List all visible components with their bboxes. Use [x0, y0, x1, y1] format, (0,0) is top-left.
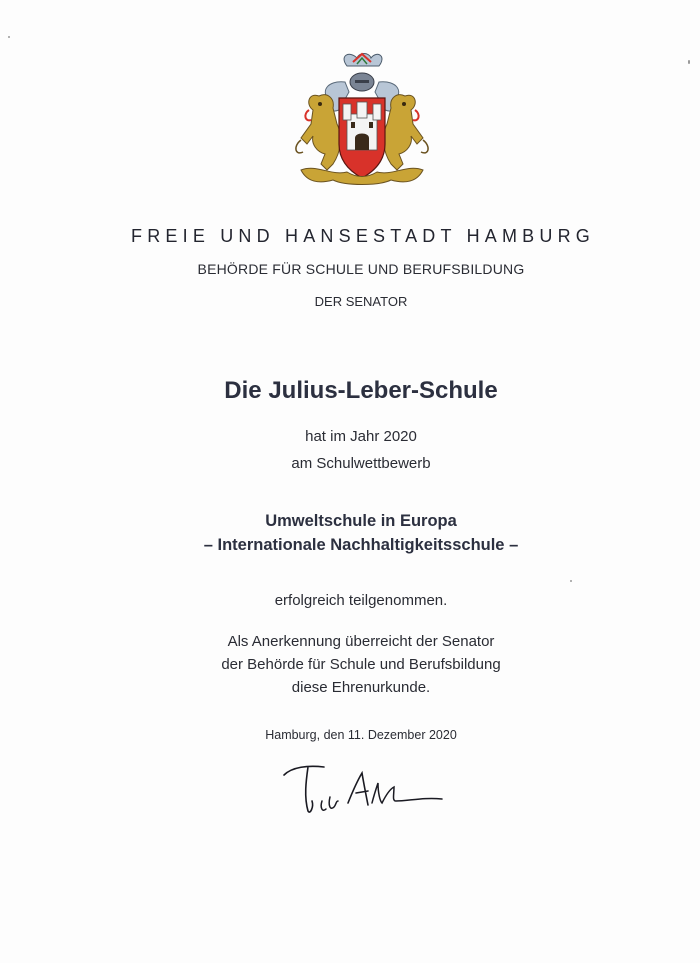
competition-title: Umweltschule in Europa — [265, 512, 457, 530]
scan-speck — [688, 60, 690, 64]
crest-feathers — [344, 54, 382, 67]
recognition-line-1: Als Anerkennung überreicht der Senator — [227, 633, 495, 650]
coat-of-arms-icon — [287, 52, 437, 192]
contest-line: am Schulwettbewerb — [291, 455, 431, 472]
recognition-line-2: der Behörde für Schule und Berufsbildung — [221, 656, 501, 673]
authority-heading: BEHÖRDE FÜR SCHULE UND BERUFSBILDUNG — [197, 261, 525, 277]
result-line: erfolgreich teilgenommen. — [274, 592, 448, 609]
role-heading: DER SENATOR — [314, 294, 408, 309]
scan-speck — [570, 580, 572, 582]
place-and-date: Hamburg, den 11. Dezember 2020 — [265, 728, 457, 742]
recipient-title: Die Julius-Leber-Schule — [224, 377, 498, 404]
recognition-line-3: diese Ehrenurkunde. — [291, 679, 431, 696]
scan-speck — [8, 36, 10, 38]
shield — [339, 98, 385, 178]
city-heading: FREIE UND HANSESTADT HAMBURG — [131, 226, 595, 246]
signature — [278, 755, 448, 823]
competition-subtitle: – Internationale Nachhaltigkeitsschule – — [203, 536, 519, 554]
year-line: hat im Jahr 2020 — [305, 428, 417, 445]
helmet — [350, 73, 374, 91]
